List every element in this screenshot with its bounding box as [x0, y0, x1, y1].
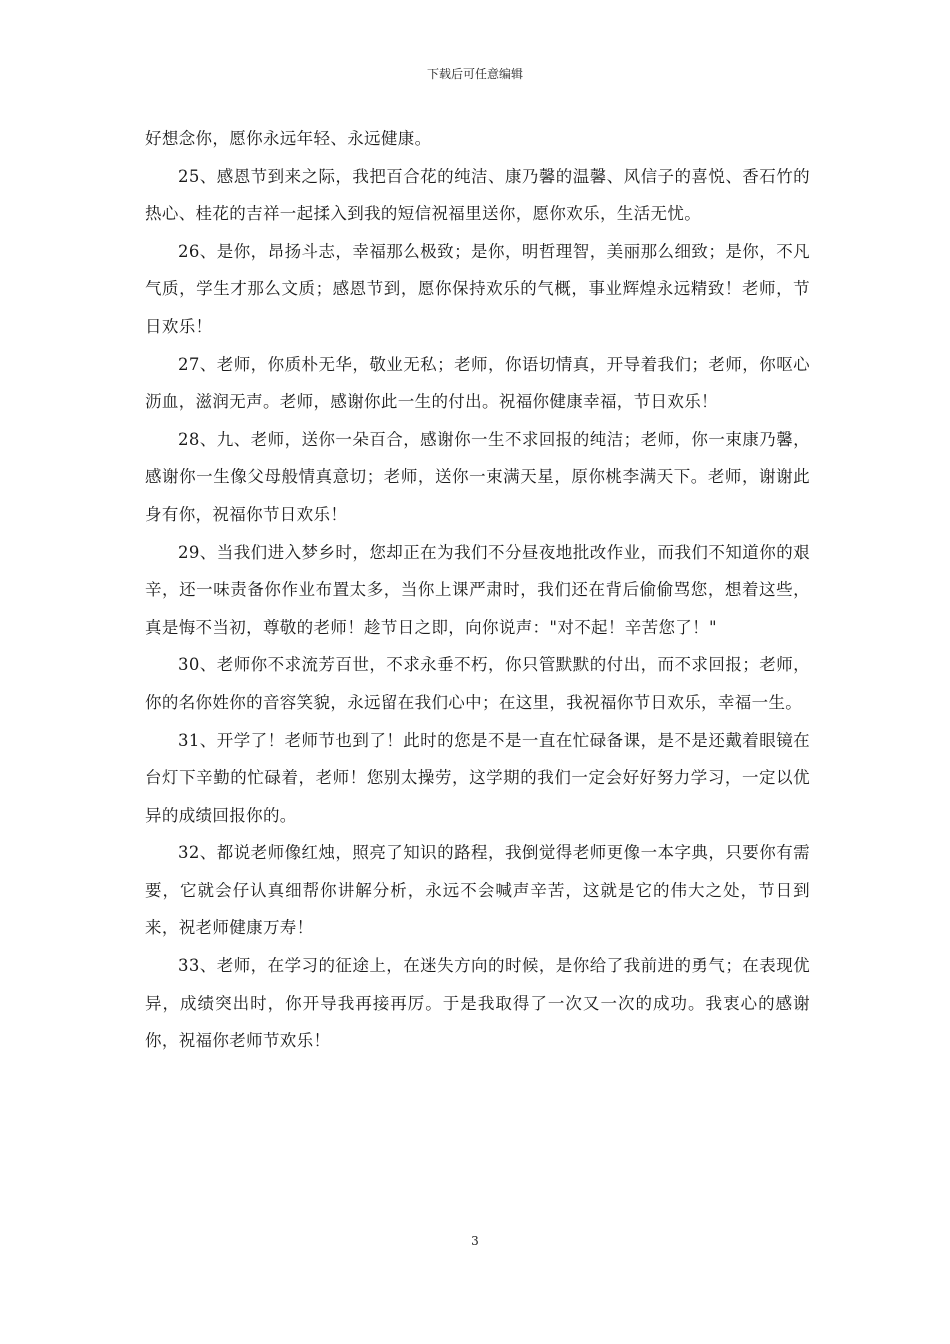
- paragraph-33: 33、老师，在学习的征途上，在迷失方向的时候，是你给了我前进的勇气；在表现优异，成绩突出时，你开导我再接再厉。于是我取得了一次又一次的成功。我衷心的感谢你，祝福你老师节欢乐！: [145, 956, 810, 1051]
- paragraph-29: 29、当我们进入梦乡时，您却正在为我们不分昼夜地批改作业，而我们不知道你的艰辛，还一味责备你作业布置太多，当你上课严肃时，我们还在背后偷偷骂您，想着这些，真是悔不当初，尊敬的老师！趁节日之即，向你说声："对不起！辛苦您了！": [145, 542, 810, 637]
- paragraph-continuation: 好想念你，愿你永远年轻、永远健康。: [145, 129, 432, 148]
- body-text: [145, 120, 810, 1060]
- paragraph-30: 30、老师你不求流芳百世，不求永垂不朽，你只管默默的付出，而不求回报；老师，你的名你姓你的音容笑貌，永远留在我们心中；在这里，我祝福你节日欢乐，幸福一生。: [145, 655, 810, 712]
- paragraph-32: 32、都说老师像红烛，照亮了知识的路程，我倒觉得老师更像一本字典，只要你有需要，它就会仔认真细帮你讲解分析，永远不会喊声辛苦，这就是它的伟大之处，节日到来，祝老师健康万寿！: [145, 843, 810, 938]
- paragraph-27: 27、老师，你质朴无华，敬业无私；老师，你语切情真，开导着我们；老师，你呕心沥血，滋润无声。老师，感谢你此一生的付出。祝福你健康幸福，节日欢乐！: [145, 354, 810, 412]
- paragraph-26: 26、是你，昂扬斗志，幸福那么极致；是你，明哲理智，美丽那么细致；是你，不凡气质，学生才那么文质；感恩节到，愿你保持欢乐的气概，事业辉煌永远精致！老师，节日欢乐！: [145, 241, 810, 336]
- paragraph-31: 31、开学了！老师节也到了！此时的您是不是一直在忙碌备课，是不是还戴着眼镜在台灯下辛勤的忙碌着，老师！您别太操劳，这学期的我们一定会好好努力学习，一定以优异的成绩回报你的。: [145, 730, 810, 825]
- paragraph-25: 25、感恩节到来之际，我把百合花的纯洁、康乃馨的温馨、风信子的喜悦、香石竹的热心、桂花的吉祥一起揉入到我的短信祝福里送你，愿你欢乐，生活无忧。: [145, 166, 810, 224]
- page-header: 下载后可任意编辑: [426, 67, 523, 81]
- page-number: 3: [471, 1234, 479, 1248]
- paragraph-28: 28、九、老师，送你一朵百合，感谢你一生不求回报的纯洁；老师，你一束康乃馨，感谢你一生像父母般情真意切；老师，送你一束满天星，原你桃李满天下。老师，谢谢此身有你，祝福你节日欢乐！: [145, 429, 810, 524]
